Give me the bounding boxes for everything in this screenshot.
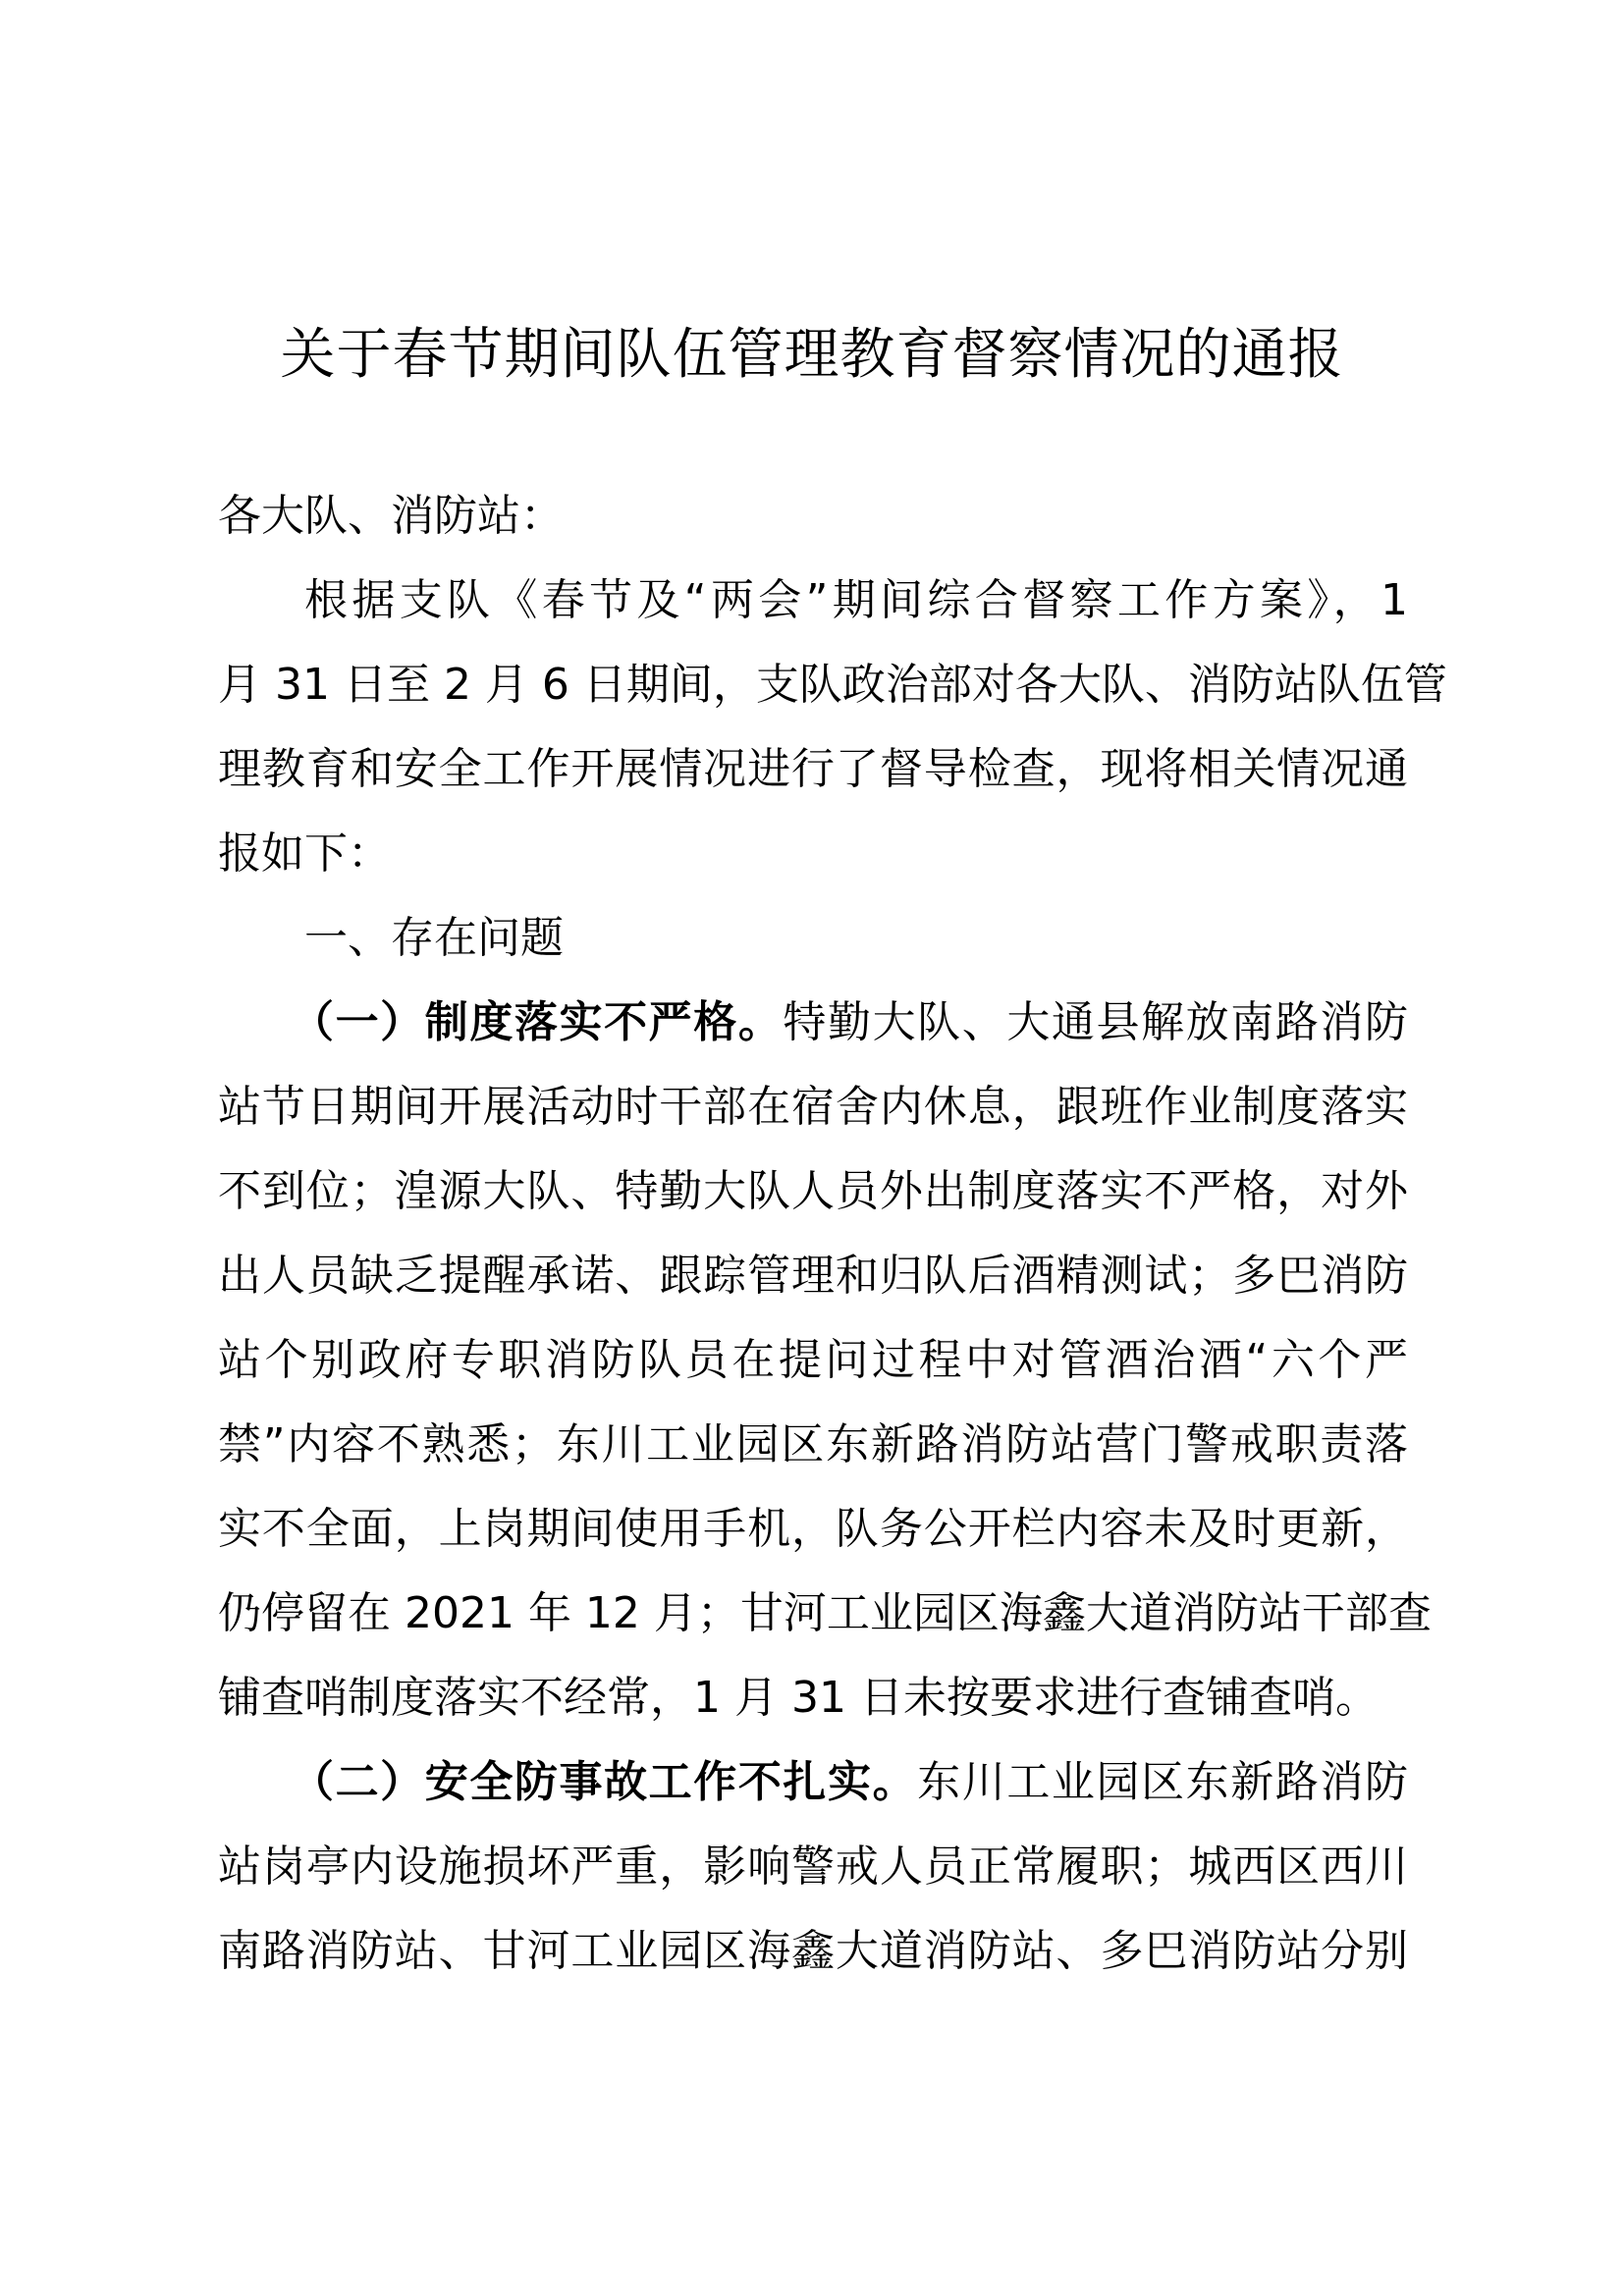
intro-line: 根据支队《春节及“两会”期间综合督察工作方案》，1: [304, 575, 1408, 625]
item2-heading: （二）安全防事故工作不扎实。: [291, 1757, 918, 1807]
document-title: 关于春节期间队伍管理教育督察情况的通报: [280, 323, 1344, 387]
item1-heading: （一）制度落实不严格。: [291, 997, 784, 1047]
intro-line: 理教育和安全工作开展情况进行了督导检查，现将相关情况通: [218, 744, 1408, 794]
item1-line: 站节日期间开展活动时干部在宿舍内休息，跟班作业制度落实: [218, 1082, 1408, 1132]
item2-line: 站岗亭内设施损坏严重，影响警戒人员正常履职；城西区西川: [218, 1842, 1408, 1892]
item2-first-line: [291, 1753, 1408, 1812]
intro-line: 报如下：: [218, 828, 391, 879]
item1-line: 实不全面，上岗期间使用手机，队务公开栏内容未及时更新，: [218, 1504, 1408, 1554]
section-heading: 一、存在问题: [304, 913, 564, 963]
salutation: 各大队、消防站：: [218, 491, 564, 541]
item2-text: 东川工业园区东新路消防: [917, 1757, 1409, 1807]
intro-line: 月 31 日至 2 月 6 日期间，支队政治部对各大队、消防站队伍管: [218, 660, 1447, 710]
item1-line: 仍停留在 2021 年 12 月；甘河工业园区海鑫大道消防站干部查: [218, 1588, 1432, 1638]
item1-line: 禁”内容不熟悉；东川工业园区东新路消防站营门警戒职责落: [218, 1419, 1408, 1469]
item1-line: 不到位；湟源大队、特勤大队人员外出制度落实不严格，对外: [218, 1166, 1408, 1216]
item2-line: 南路消防站、甘河工业园区海鑫大道消防站、多巴消防站分别: [218, 1926, 1408, 1976]
item1-first-line: [291, 993, 1408, 1052]
item1-line: 站个别政府专职消防队员在提问过程中对管酒治酒“六个严: [218, 1335, 1408, 1385]
item1-text: 特勤大队、大通县解放南路消防: [783, 997, 1409, 1047]
item1-line: 铺查哨制度落实不经常，1 月 31 日未按要求进行查铺查哨。: [218, 1673, 1379, 1723]
item1-line: 出人员缺乏提醒承诺、跟踪管理和归队后酒精测试；多巴消防: [218, 1251, 1408, 1301]
